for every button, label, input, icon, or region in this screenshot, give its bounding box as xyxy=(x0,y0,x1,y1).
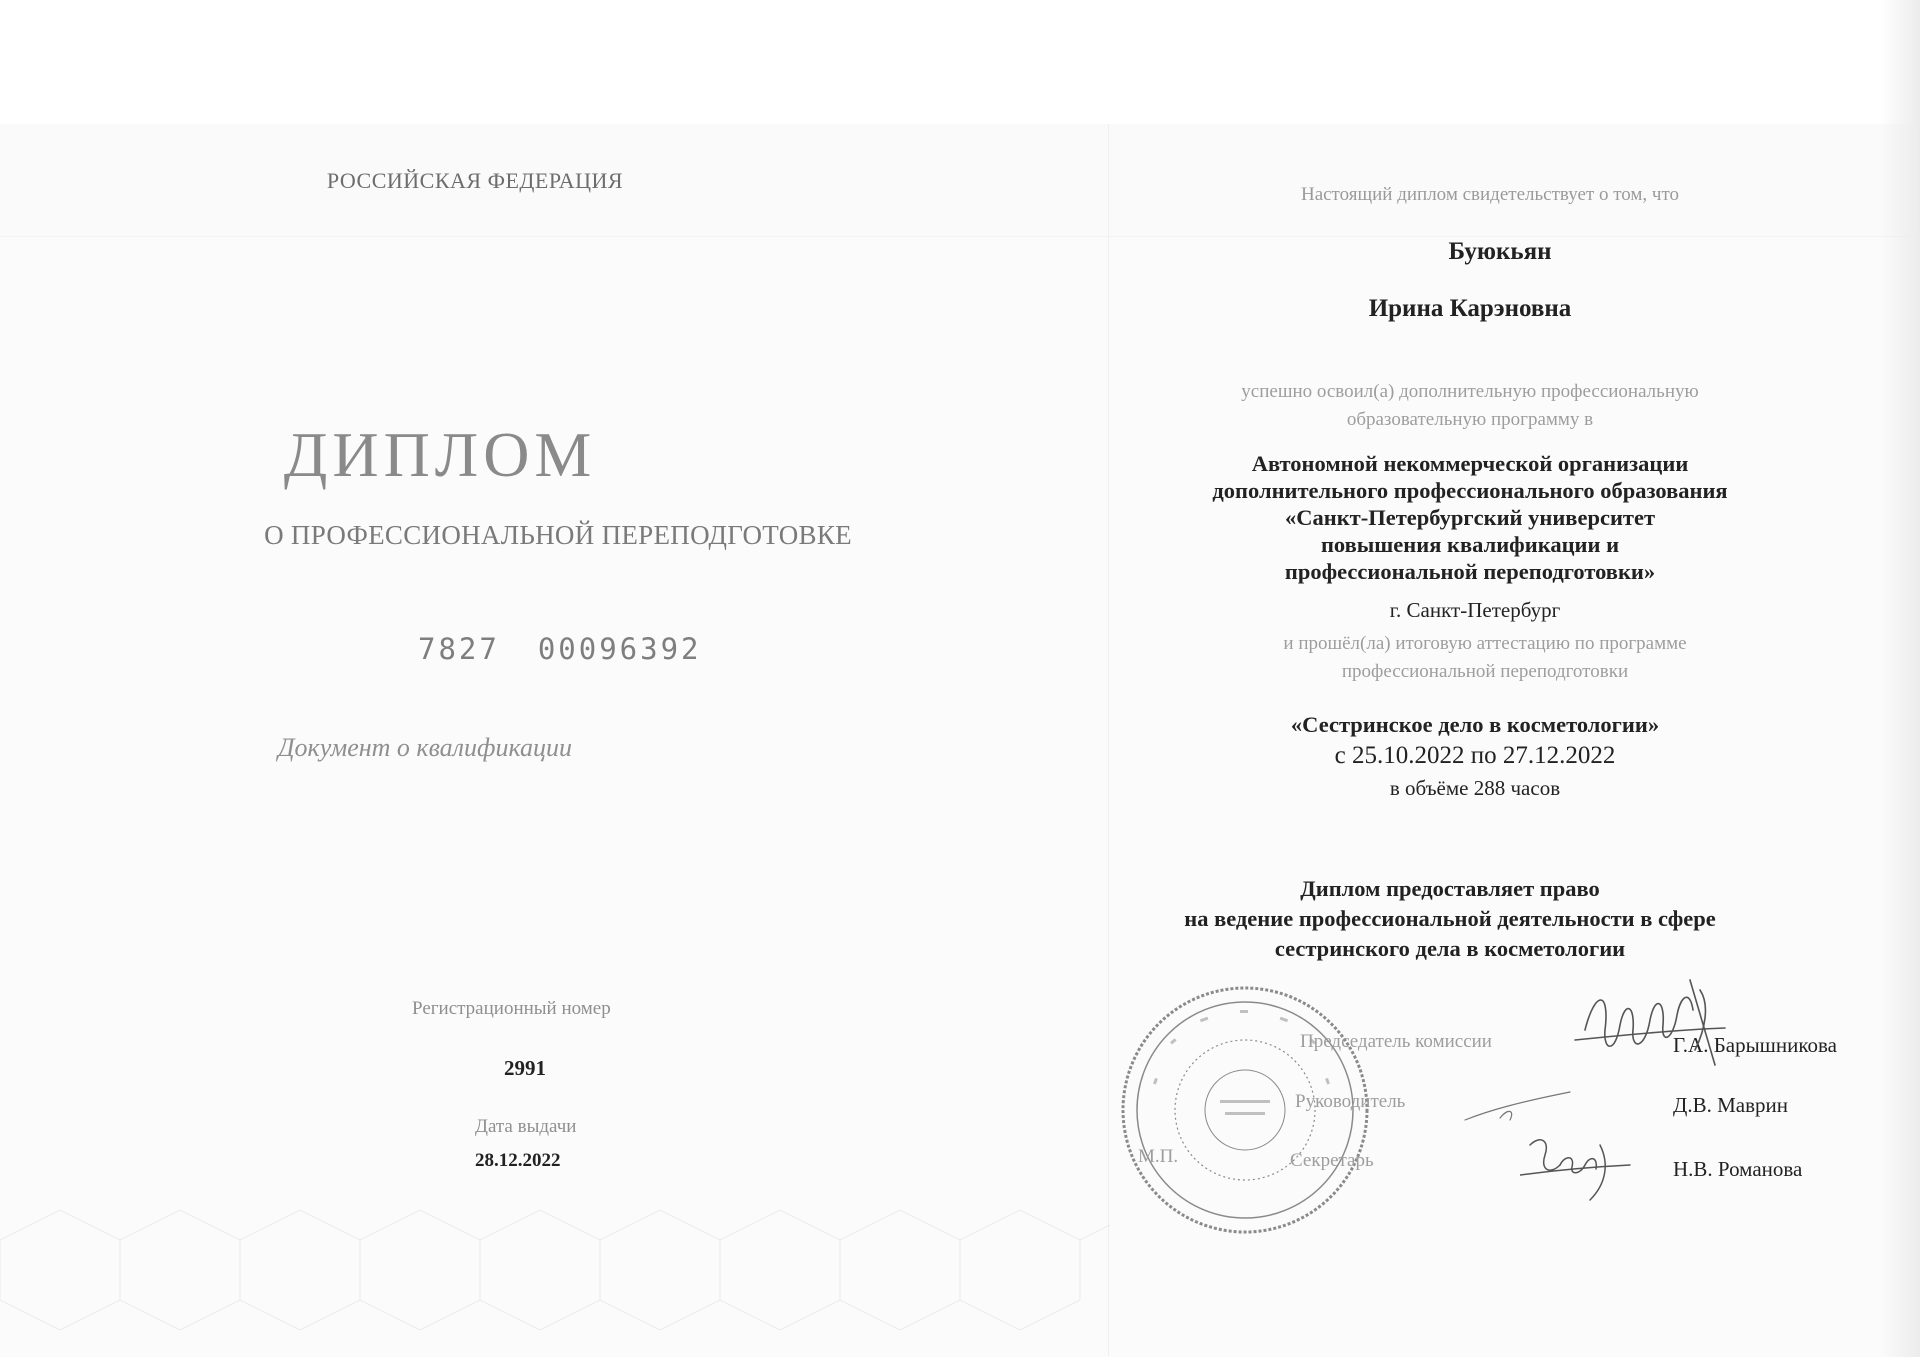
attestation-line: профессиональной переподготовки xyxy=(1341,661,1629,682)
program-hours: в объёме 288 часов xyxy=(1389,776,1561,800)
period-to-label: по xyxy=(1470,742,1497,769)
period-to-date: 27.12.2022 xyxy=(1502,742,1616,769)
serial-number xyxy=(418,632,702,666)
head-signature-icon xyxy=(1460,1080,1580,1130)
chair-signature-icon xyxy=(1565,970,1735,1080)
organization-line: Автономной некоммерческой организации xyxy=(1251,451,1689,476)
period-from-date: 25.10.2022 xyxy=(1351,742,1465,769)
issue-date: 28.12.2022 xyxy=(475,1150,561,1171)
country-heading xyxy=(0,168,1110,194)
attestation-statement xyxy=(1160,630,1810,686)
mastered-line: успешно освоил(а) дополнительную профессиональную xyxy=(1241,381,1699,402)
rights-line: на ведение профессиональной деятельности в сфере xyxy=(1184,906,1716,931)
mastered-line: образовательную программу в xyxy=(1346,409,1594,430)
program-name: «Сестринское дело в косметологии» xyxy=(1290,712,1660,737)
rights-statement xyxy=(1120,874,1780,964)
mastered-statement xyxy=(1130,378,1810,434)
serial-series: 7827 xyxy=(418,632,500,666)
document-type-text: Документ о квалификации xyxy=(278,733,572,762)
diploma-title-text: ДИПЛОМ xyxy=(283,419,597,490)
rights-line: Диплом предоставляет право xyxy=(1300,876,1600,901)
attestation-line: и прошёл(ла) итоговую аттестацию по программе xyxy=(1283,633,1687,654)
head-name: Д.В. Маврин xyxy=(1673,1093,1788,1117)
organization-name xyxy=(1140,450,1800,585)
period-from-label: с xyxy=(1334,742,1346,769)
registration-label: Регистрационный номер xyxy=(412,998,611,1019)
diploma-subtitle: О ПРОФЕССИОНАЛЬНОЙ ПЕРЕПОДГОТОВКЕ xyxy=(264,520,852,550)
document-type xyxy=(0,733,1110,763)
registration-number: 2991 xyxy=(504,1056,546,1080)
certifies-statement: Настоящий диплом свидетельствует о том, что xyxy=(1300,184,1680,205)
organization-line: повышения квалификации и xyxy=(1320,532,1620,557)
organization-city: г. Санкт-Петербург xyxy=(1389,598,1561,622)
chair-name: Г.А. Барышникова xyxy=(1673,1033,1837,1057)
chair-signature-label: Председатель комиссии xyxy=(1300,1031,1492,1052)
organization-line: дополнительного профессионального образования xyxy=(1212,478,1728,503)
diploma-title xyxy=(0,418,1110,492)
secretary-name: Н.В. Романова xyxy=(1673,1157,1803,1181)
seal-place-label: М.П. xyxy=(1138,1146,1179,1167)
rights-line: сестринского дела в косметологии xyxy=(1274,936,1626,961)
organization-line: «Санкт-Петербургский университет xyxy=(1284,505,1655,530)
country-text: РОССИЙСКАЯ ФЕДЕРАЦИЯ xyxy=(326,168,624,193)
holder-surname: Буюкьян xyxy=(1448,238,1552,265)
scan-shadow-edge xyxy=(1880,0,1920,1357)
organization-line: профессиональной переподготовки» xyxy=(1284,559,1656,584)
guilloche-pattern xyxy=(0,1180,1110,1330)
issue-date-label: Дата выдачи xyxy=(475,1116,577,1137)
head-signature-label: Руководитель xyxy=(1295,1091,1406,1112)
secretary-signature-icon xyxy=(1520,1125,1640,1205)
study-period xyxy=(1215,742,1735,770)
serial-digits: 00096392 xyxy=(537,632,702,666)
secretary-signature-label: Секретарь xyxy=(1290,1150,1374,1171)
holder-given-name: Ирина Карэновна xyxy=(1368,295,1572,322)
